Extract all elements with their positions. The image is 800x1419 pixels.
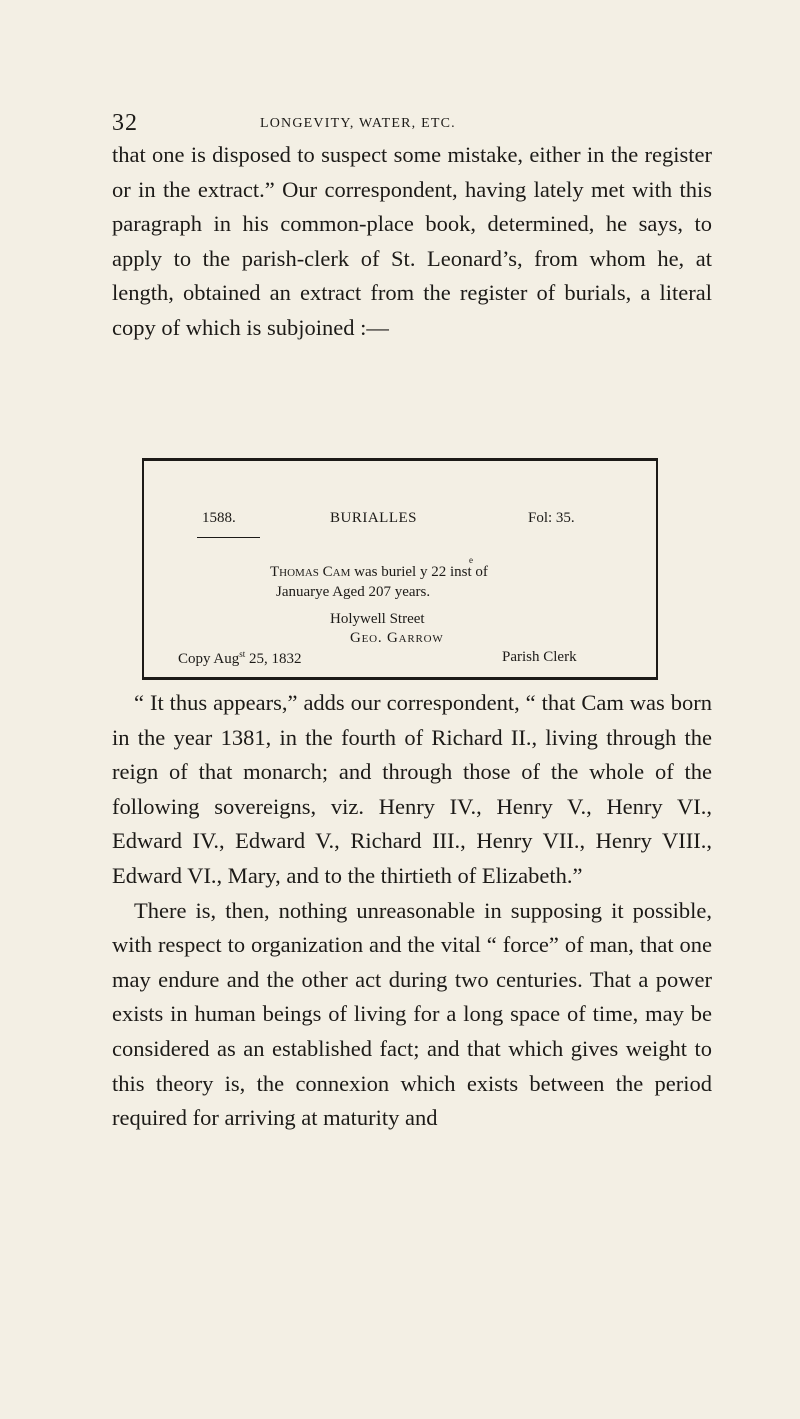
register-copy-day: 25, 1832: [245, 651, 302, 667]
register-entry-name: Thomas Cam: [270, 564, 351, 580]
register-heading: BURIALLES: [330, 510, 417, 526]
register-copy-superscript: st: [239, 649, 246, 659]
body-paragraph: There is, then, nothing unreasonable in supposing it possible, with respect to organization and the vital “ force” of man, that one may endure and the other act during two centuries. That a power exists in human beings of living for a long space of time, may be considered as an established fact; and that which gives weight to this theory is, the connexion which exists between the period required for arriving at maturity and: [112, 897, 712, 1131]
register-entry-line-1: [270, 555, 488, 581]
intro-paragraph: that one is disposed to suspect some mistake, either in the register or in the extract.” Our correspondent, having lately met with this paragraph in his common-place book, determined, he says, to apply to the parish-clerk of St. Leonard’s, from whom he, at length, obtained an extract from the register of burials, a literal copy of which is subjoined :—: [112, 142, 712, 340]
register-copy-label: Copy Aug: [178, 651, 240, 667]
register-year-underline: [197, 537, 260, 538]
register-entry-line-3: Holywell Street: [330, 611, 425, 627]
register-folio: Fol: 35.: [528, 510, 575, 526]
register-entry-line-4: Geo. Garrow: [350, 630, 444, 646]
register-entry-superscript: e: [469, 555, 473, 565]
burial-register-extract: [142, 458, 658, 680]
page-number: 32: [112, 110, 138, 136]
register-top-rule: [144, 458, 656, 461]
register-entry-line-2: Januarye Aged 207 years.: [276, 584, 431, 600]
register-clerk: Parish Clerk: [502, 649, 577, 665]
register-bottom-rule: [144, 677, 656, 680]
body-text-block: [112, 686, 712, 1136]
register-year: 1588.: [202, 510, 236, 526]
register-copy-date: [178, 649, 302, 668]
intro-paragraph-block: [112, 138, 712, 346]
page-header: [112, 110, 712, 140]
running-title: LONGEVITY, WATER, ETC.: [260, 116, 456, 131]
register-entry-text: was buriel y 22 inst of: [354, 564, 488, 580]
body-paragraph: “ It thus appears,” adds our correspondent, “ that Cam was born in the year 1381, in the fourth of Richard II., living through the reign of that monarch; and through those of the whole of the following sovereigns, viz. Henry IV., Henry V., Henry VI., Edward IV., Edward V., Richard III., Henry VII., Henry VIII., Edward VI., Mary, and to the thirtieth of Elizabeth.”: [112, 690, 712, 888]
